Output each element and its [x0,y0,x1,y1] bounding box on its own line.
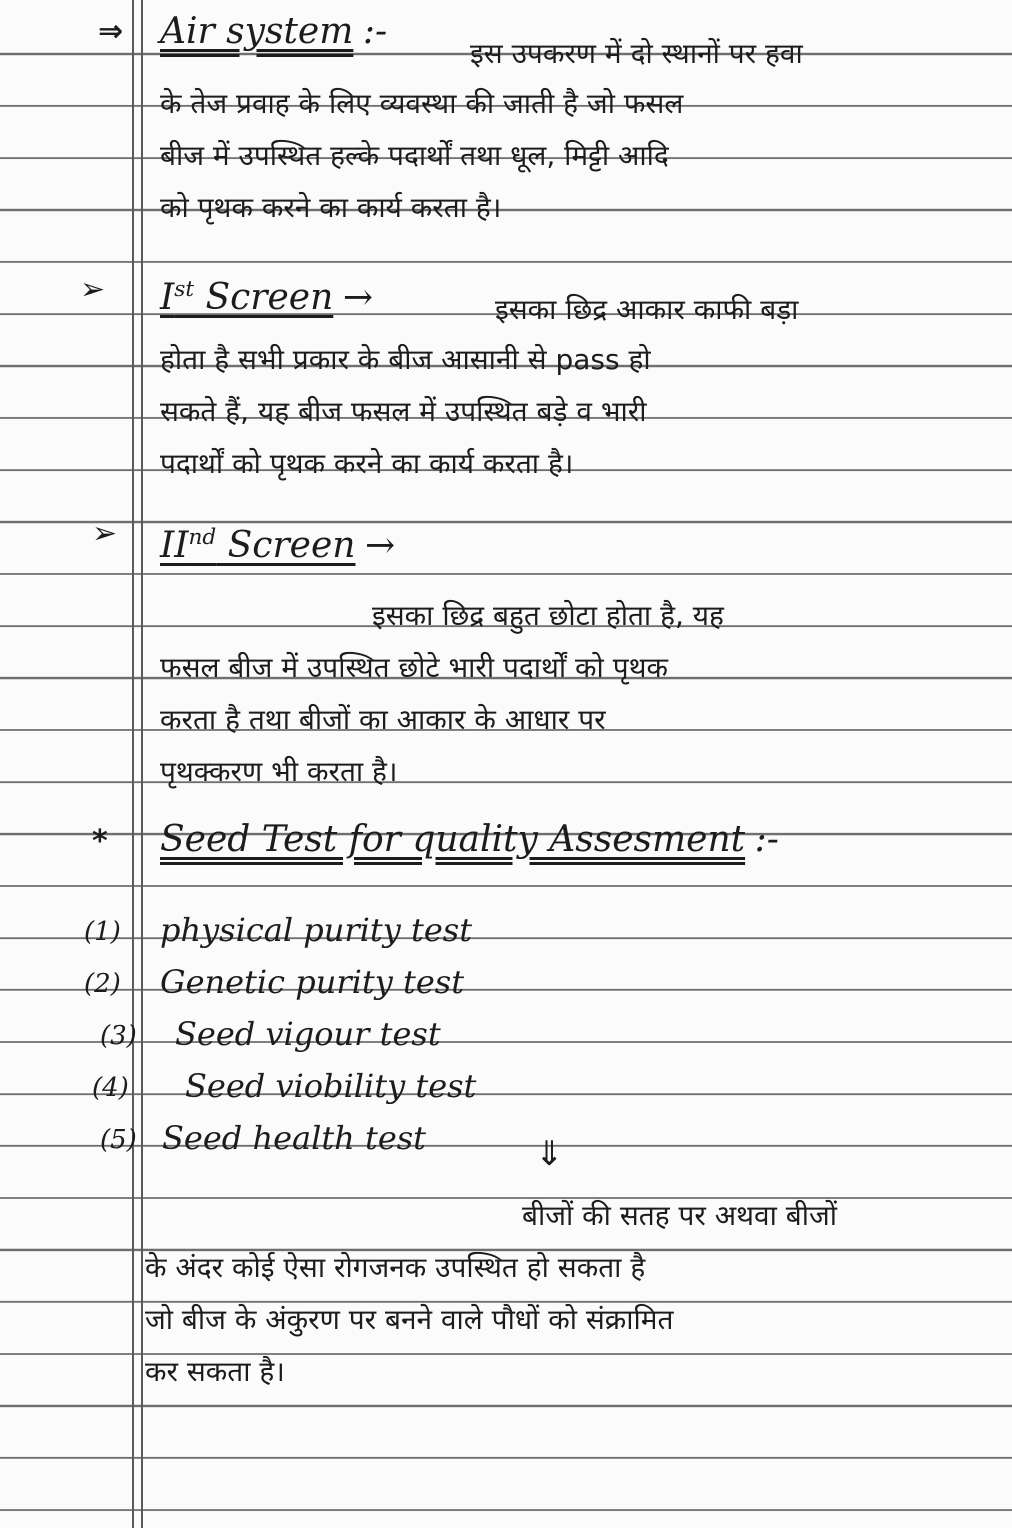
list-item-text: Genetic purity test [160,963,465,1001]
air-system-heading: Air system [160,11,354,52]
first-screen-line-2: होता है सभी प्रकार के बीज आसानी से pass हो [160,343,651,376]
margin-line-left [132,0,134,1528]
seed-test-dash: :- [754,819,779,860]
second-screen-line-1: इसका छिद्र बहुत छोटा होता है, यह [372,599,724,632]
first-screen-heading-base: I [160,277,175,318]
list-item-number: (2) [84,969,121,999]
list-item-number: (5) [100,1125,137,1155]
list-item-number: (1) [84,917,121,947]
second-screen-line-4: पृथक्करण भी करता है। [160,755,398,788]
health-line-4: कर सकता है। [145,1355,285,1388]
arrowhead-bullet: ➢ [92,516,118,551]
double-arrow-bullet: ⇒ [98,14,124,49]
right-arrow-icon: → [365,525,396,566]
list-item-number: (4) [92,1073,129,1103]
list-item-text: Seed viobility test [185,1067,477,1105]
margin-line-right [141,0,143,1528]
air-system-dash: :- [362,11,388,52]
right-arrow-icon: → [342,277,373,318]
second-screen-line-2: फसल बीज में उपस्थित छोटे भारी पदार्थों को पृथक [160,651,669,684]
first-screen-line-4: पदार्थों को पृथक करने का कार्य करता है। [160,447,574,480]
list-item-number: (3) [100,1021,137,1051]
arrowhead-bullet: ➢ [80,272,106,307]
second-screen-heading-rest: Screen [216,525,356,566]
air-system-line-3: बीज में उपस्थित हल्के पदार्थों तथा धूल, मिट्टी आदि [160,139,669,172]
air-system-line-4: को पृथक करने का कार्य करता है। [160,191,502,224]
air-system-line-1: इस उपकरण में दो स्थानों पर हवा [470,37,803,70]
second-screen-heading-text [160,525,355,566]
first-screen-heading-sup: st [174,277,194,302]
list-item-text: Seed health test [162,1119,427,1157]
health-line-3: जो बीज के अंकुरण पर बनने वाले पौधों को संक्रामित [145,1303,674,1336]
air-system-line-2: के तेज प्रवाह के लिए व्यवस्था की जाती है जो फसल [160,87,684,120]
second-screen-heading [160,518,395,568]
second-screen-heading-base: II [160,525,189,566]
seed-test-heading: Seed Test for quality Assesment [160,819,746,860]
second-screen-line-3: करता है तथा बीजों का आकार के आधार पर [160,703,606,736]
seed-test-heading-line [160,820,779,862]
first-screen-heading [160,270,373,320]
first-screen-heading-rest: Screen [194,277,334,318]
asterisk-bullet: * [92,824,108,859]
first-screen-heading-text [160,277,333,318]
health-line-1: बीजों की सतह पर अथवा बीजों [522,1199,838,1232]
down-double-arrow-icon: ⇓ [535,1134,564,1174]
air-system-heading-line [160,12,387,54]
health-line-2: के अंदर कोई ऐसा रोगजनक उपस्थित हो सकता है [145,1251,646,1284]
first-screen-line-3: सकते हैं, यह बीज फसल में उपस्थित बड़े व भारी [160,395,647,428]
list-item-text: physical purity test [160,911,473,949]
second-screen-heading-sup: nd [188,525,217,550]
first-screen-line-1: इसका छिद्र आकार काफी बड़ा [495,293,799,326]
list-item-text: Seed vigour test [175,1015,441,1053]
